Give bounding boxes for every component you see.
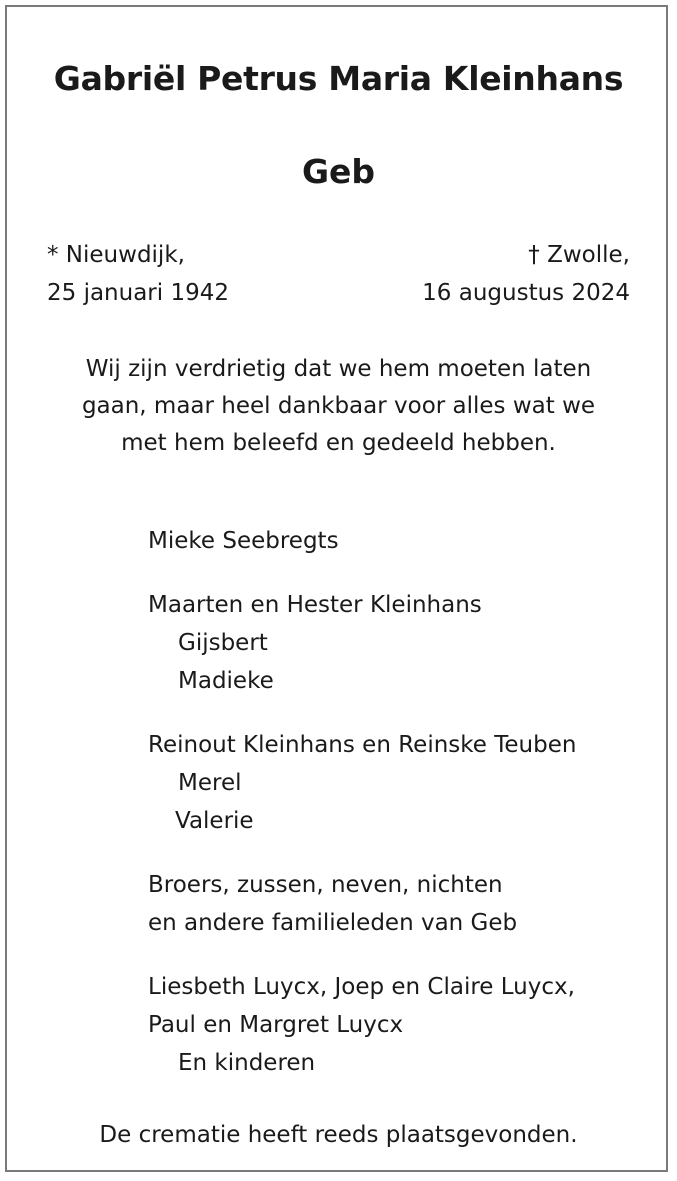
grandchild: Gijsbert: [178, 630, 268, 656]
death-info: [422, 236, 630, 312]
family-member: Broers, zussen, neven, nichten: [148, 872, 503, 898]
family-member: en andere familieleden van Geb: [148, 910, 518, 936]
family-group: [148, 726, 576, 840]
obituary-card: [5, 5, 668, 1172]
death-date: 16 augustus 2024: [422, 280, 630, 306]
message-line: met hem beleefd en gedeeld hebben.: [121, 430, 556, 456]
grandchild: Madieke: [178, 668, 274, 694]
message-line: Wij zijn verdrietig dat we hem moeten laten: [85, 356, 592, 382]
birth-place: * Nieuwdijk,: [47, 242, 185, 268]
family-group: [148, 522, 576, 560]
grandchild: Merel: [178, 770, 242, 796]
family-group: [148, 866, 576, 942]
memorial-message: [7, 351, 670, 462]
deceased-name: Gabriël Petrus Maria Kleinhans: [53, 59, 624, 98]
family-member: Maarten en Hester Kleinhans: [148, 592, 482, 618]
deceased-nickname: Geb: [301, 152, 376, 191]
family-group: [148, 586, 576, 700]
grandchild: Valerie: [175, 808, 254, 834]
message-line: gaan, maar heel dankbaar voor alles wat we: [81, 393, 596, 419]
family-list: [148, 522, 576, 1108]
family-member: Paul en Margret Luycx: [148, 1012, 404, 1038]
family-member: Reinout Kleinhans en Reinske Teuben: [148, 732, 577, 758]
birth-info: [47, 236, 229, 312]
family-group: [148, 968, 576, 1082]
death-place: † Zwolle,: [528, 242, 630, 268]
birth-date: 25 januari 1942: [47, 280, 230, 306]
cremation-notice: De crematie heeft reeds plaatsgevonden.: [99, 1122, 578, 1148]
family-member: Mieke Seebregts: [148, 528, 339, 554]
grandchild: En kinderen: [178, 1050, 316, 1076]
family-member: Liesbeth Luycx, Joep en Claire Luycx,: [148, 974, 575, 1000]
